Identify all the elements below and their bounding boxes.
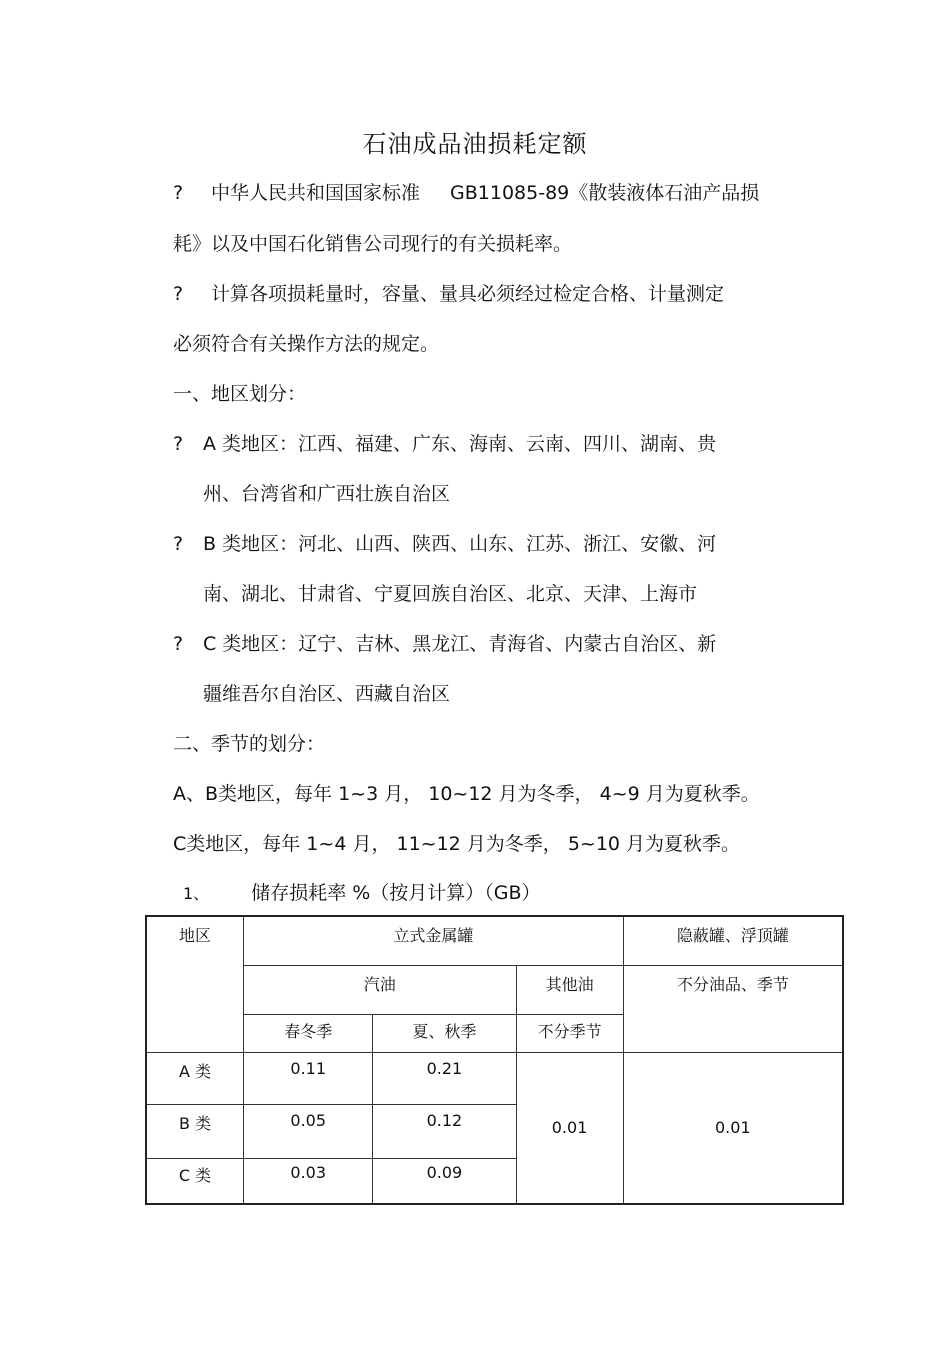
value-b-spring-winter: 0.05 <box>244 1104 373 1158</box>
value-c-spring-winter: 0.03 <box>244 1158 373 1204</box>
storage-loss-table <box>145 915 844 1205</box>
region-c-text: C 类地区：辽宁、吉林、黑龙江、青海省、内蒙古自治区、新 <box>203 633 717 655</box>
header-any-season: 不分季节 <box>516 1014 623 1052</box>
region-c-line1 <box>173 629 716 656</box>
paragraph-calc-line2: 必须符合有关操作方法的规定。 <box>173 333 440 355</box>
document-title: 石油成品油损耗定额 <box>362 130 588 158</box>
paragraph-calc-line1 <box>173 279 724 306</box>
bullet-marker: ? <box>173 533 184 555</box>
value-c-summer-autumn: 0.09 <box>373 1158 516 1204</box>
region-b-line2: 南、湖北、甘肃省、宁夏回族自治区、北京、天津、上海市 <box>203 583 698 605</box>
calc-text: 计算各项损耗量时，容量、量具必须经过检定合格、计量测定 <box>211 283 725 305</box>
section-heading-regions: 一、地区划分： <box>173 383 307 405</box>
season-ab: A、B类地区，每年 1~3 月， 10~12 月为冬季， 4~9 月为夏秋季。 <box>173 783 760 805</box>
bullet-marker: ? <box>173 633 184 655</box>
row-region-a: A 类 <box>146 1052 244 1104</box>
header-summer-autumn: 夏、秋季 <box>373 1014 516 1052</box>
value-a-summer-autumn: 0.21 <box>373 1052 516 1104</box>
table-row <box>146 1052 843 1104</box>
section-heading-seasons: 二、季节的划分： <box>173 733 326 755</box>
paragraph-standard-line1 <box>173 178 759 205</box>
subsection-text: 储存损耗率 %（按月计算）（GB） <box>251 882 541 904</box>
region-a-line2: 州、台湾省和广西壮族自治区 <box>203 483 451 505</box>
season-c: C类地区，每年 1~4 月， 11~12 月为冬季， 5~10 月为夏秋季。 <box>173 833 741 855</box>
subsection-heading <box>183 878 541 905</box>
region-c-line2: 疆维吾尔自治区、西藏自治区 <box>203 683 451 705</box>
row-region-c: C 类 <box>146 1158 244 1204</box>
subsection-number: 1、 <box>183 884 210 903</box>
bullet-marker: ? <box>173 283 184 305</box>
standard-code: GB11085-89《散装液体石油产品损 <box>450 182 760 204</box>
header-all-products: 不分油品、季节 <box>623 965 843 1052</box>
value-hidden-tank: 0.01 <box>623 1052 843 1204</box>
value-a-spring-winter: 0.11 <box>244 1052 373 1104</box>
header-region: 地区 <box>146 916 244 1052</box>
header-other-oil: 其他油 <box>516 965 623 1014</box>
region-b-line1 <box>173 529 716 556</box>
value-b-summer-autumn: 0.12 <box>373 1104 516 1158</box>
standard-name: 中华人民共和国国家标准 <box>211 182 421 204</box>
header-hidden-tank: 隐蔽罐、浮顶罐 <box>623 916 843 965</box>
region-a-text: A 类地区：江西、福建、广东、海南、云南、四川、湖南、贵 <box>203 433 717 455</box>
header-gasoline: 汽油 <box>244 965 516 1014</box>
region-b-text: B 类地区：河北、山西、陕西、山东、江苏、浙江、安徽、河 <box>203 533 717 555</box>
bullet-marker: ? <box>173 433 184 455</box>
bullet-marker: ? <box>173 182 184 204</box>
paragraph-standard-line2: 耗》以及中国石化销售公司现行的有关损耗率。 <box>173 233 573 255</box>
header-spring-winter: 春冬季 <box>244 1014 373 1052</box>
row-region-b: B 类 <box>146 1104 244 1158</box>
value-other-oil: 0.01 <box>516 1052 623 1204</box>
region-a-line1 <box>173 429 716 456</box>
header-vertical-tank: 立式金属罐 <box>244 916 624 965</box>
